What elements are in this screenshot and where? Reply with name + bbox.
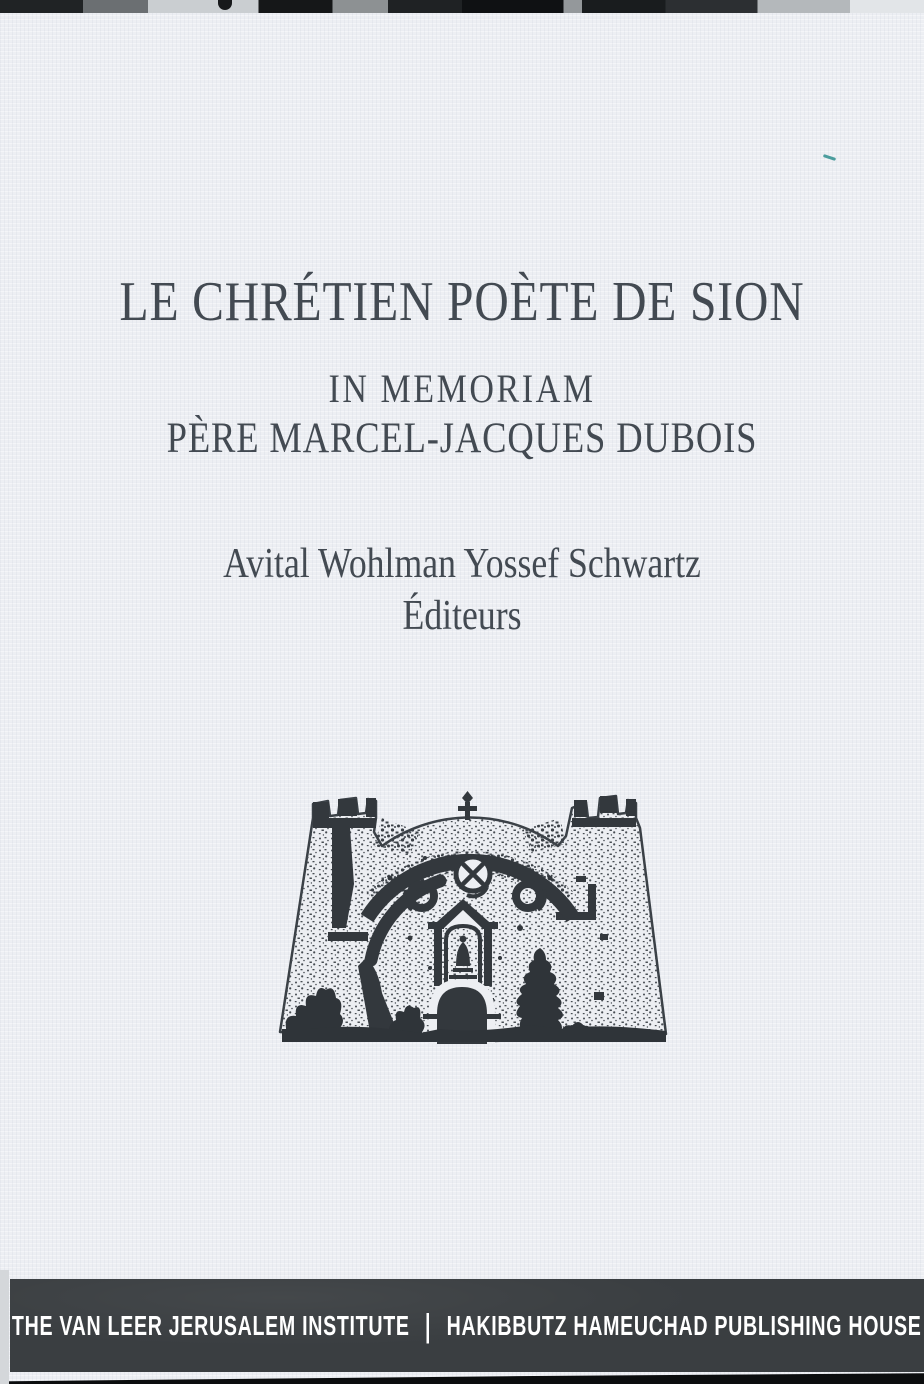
book-title: LE CHRÉTIEN POÈTE DE SION: [119, 271, 805, 333]
cover-left-edge: [0, 1270, 9, 1384]
church-facade-illustration: [270, 788, 670, 1054]
teal-pen-mark: [823, 154, 836, 161]
publisher-banner-text: [12, 1307, 922, 1343]
publisher-banner: [10, 1279, 924, 1372]
publisher-left: THE VAN LEER JERUSALEM INSTITUTE: [12, 1309, 410, 1341]
scanner-background-edge: [0, 0, 924, 13]
publisher-separator: |: [425, 1307, 432, 1343]
publisher-right: HAKIBBUTZ HAMEUCHAD PUBLISHING HOUSE: [446, 1309, 922, 1341]
subtitle-in-memoriam: IN MEMORIAM: [328, 366, 596, 411]
book-cover-front: [0, 13, 924, 1384]
editors-role-label: Éditeurs: [402, 593, 522, 639]
cross-finial-icon: [458, 791, 477, 820]
editors-names: Avital Wohlman Yossef Schwartz: [223, 541, 701, 587]
subtitle-dedicatee: PÈRE MARCEL-JACQUES DUBOIS: [166, 415, 758, 462]
